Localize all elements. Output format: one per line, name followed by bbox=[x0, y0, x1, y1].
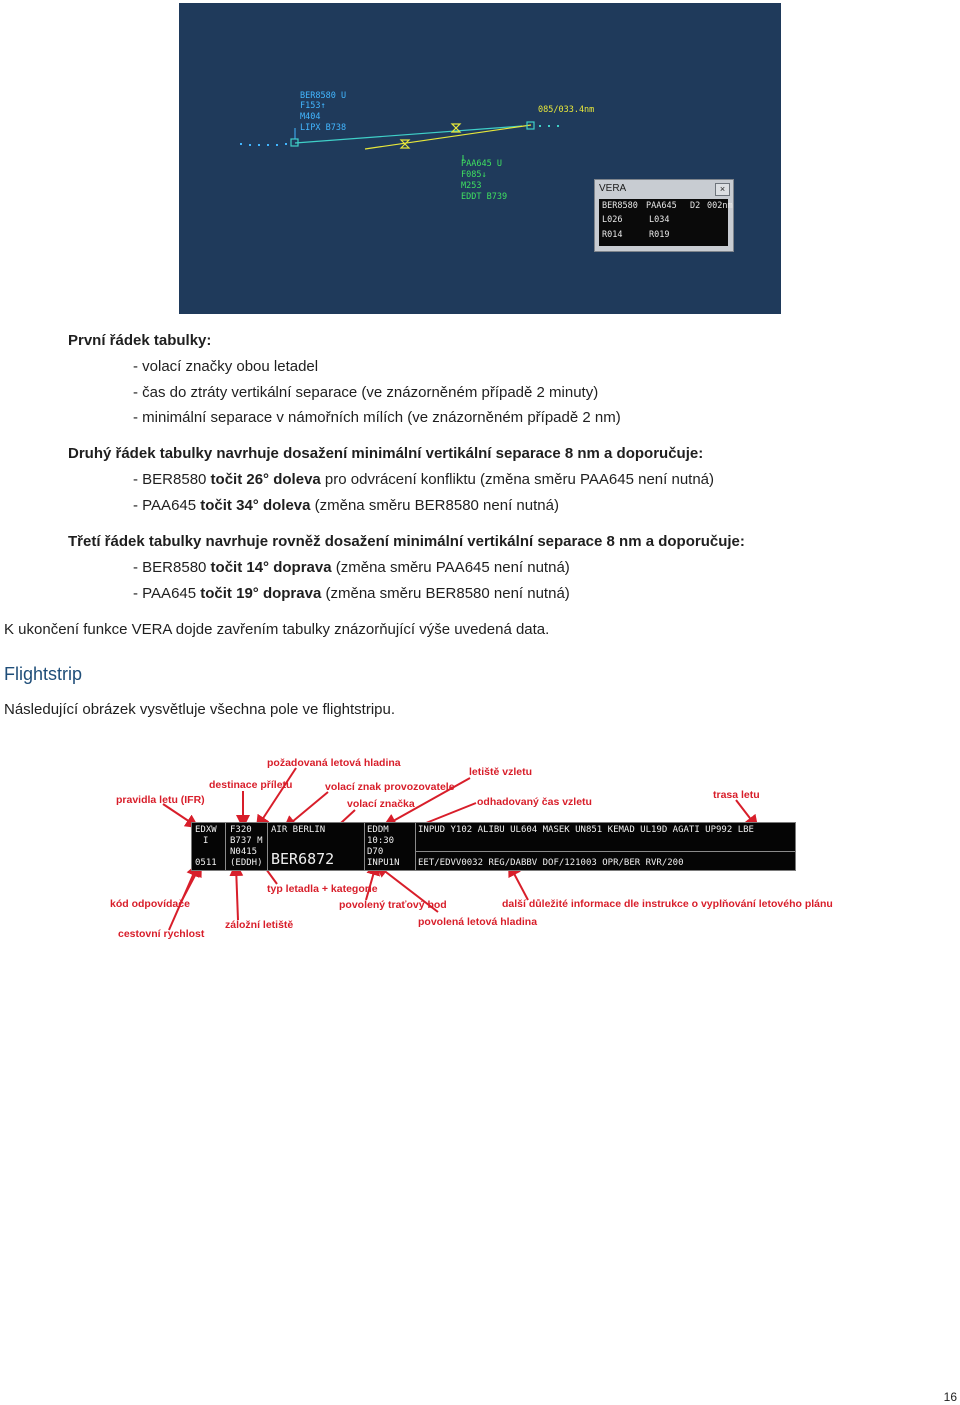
strip-ifr: I bbox=[203, 836, 209, 846]
label-departure-airport: letiště vzletu bbox=[469, 766, 533, 778]
strip-operator: AIR BERLIN bbox=[271, 825, 326, 835]
label-cfl: povolená letová hladina bbox=[418, 916, 538, 928]
label-requested-flight-level: požadovaná letová hladina bbox=[267, 757, 401, 769]
vera-cell: 002nm bbox=[707, 201, 733, 211]
distance-label: 085/033.4nm bbox=[538, 105, 595, 115]
list-item: - čas do ztráty vertikální separace (ve znázorněném případě 2 minuty) bbox=[133, 384, 599, 401]
vera-cell: R014 bbox=[602, 230, 623, 240]
ber-label-line-1: BER8580 U bbox=[300, 91, 347, 101]
strip-rfl: F320 bbox=[230, 825, 252, 835]
strip-cop: INPU1N bbox=[367, 858, 400, 868]
label-eobt: odhadovaný čas vzletu bbox=[477, 796, 592, 808]
closing-paragraph: K ukončení funkce VERA dojde zavřením tabulky znázorňující výše uvedená data. bbox=[4, 621, 550, 638]
strip-route: INPUD Y102 ALIBU UL604 MASEK UN851 KEMAD UL19D AGATI UP992 LBE bbox=[418, 825, 754, 835]
label-cop: povolený traťový bod bbox=[339, 899, 447, 911]
section-heading: Flightstrip bbox=[4, 664, 83, 684]
ber-label-line-3: M404 bbox=[300, 112, 321, 122]
strip-aircraft-type: B737 M bbox=[230, 836, 263, 846]
close-icon[interactable]: × bbox=[715, 183, 730, 196]
strip-ssr-code: 0511 bbox=[195, 858, 217, 868]
strip-callsign: BER6872 bbox=[271, 850, 335, 868]
label-tas: cestovní rychlost bbox=[118, 928, 205, 940]
heading-second-row: Druhý řádek tabulky navrhuje dosažení minimální vertikální separace 8 nm a doporučuje: bbox=[68, 445, 704, 462]
strip-tas: N0415 bbox=[230, 847, 258, 857]
flightstrip[interactable] bbox=[191, 822, 796, 871]
page-number: 16 bbox=[943, 1390, 957, 1404]
vera-cell: BER8580 bbox=[602, 201, 638, 211]
label-destination: destinace příletu bbox=[209, 779, 293, 791]
strip-rules: EDXW bbox=[195, 825, 217, 835]
label-flight-rules: pravidla letu (IFR) bbox=[116, 794, 205, 806]
strip-destination: EDDM bbox=[367, 825, 389, 835]
label-operator-callsign: volací znak provozovatele bbox=[325, 781, 455, 793]
ber-label-line-4: LIPX B738 bbox=[300, 123, 347, 133]
vera-cell: D2 bbox=[690, 201, 701, 211]
label-route: trasa letu bbox=[713, 789, 760, 801]
heading-third-row: Třetí řádek tabulky navrhuje rovněž dosažení minimální vertikální separace 8 nm a doporučuje: bbox=[68, 533, 745, 550]
paa-label-line-4: EDDT B739 bbox=[461, 192, 508, 202]
label-callsign: volací značka bbox=[347, 798, 415, 810]
intro-paragraph: Následující obrázek vysvětluje všechna pole ve flightstripu. bbox=[4, 701, 396, 718]
paa-label-line-3: M253 bbox=[461, 181, 482, 191]
vera-cell: L034 bbox=[649, 215, 670, 225]
vera-cell: PAA645 bbox=[646, 201, 677, 211]
vera-cell: R019 bbox=[649, 230, 670, 240]
list-item: - volací značky obou letadel bbox=[133, 358, 319, 375]
strip-alternate: (EDDH) bbox=[230, 858, 263, 868]
vera-title: VERA bbox=[599, 183, 627, 194]
list-item: - PAA645 točit 19° doprava (změna směru BER8580 není nutná) bbox=[133, 585, 570, 602]
ber-label-line-2: F153↑ bbox=[300, 101, 326, 111]
paa-label-line-2: F085↓ bbox=[461, 170, 487, 180]
vera-cell: L026 bbox=[602, 215, 623, 225]
list-item: - minimální separace v námořních mílích (ve znázorněném případě 2 nm) bbox=[133, 409, 621, 426]
label-ssr-code: kód odpovídače bbox=[110, 898, 190, 910]
list-item: - PAA645 točit 34° doleva (změna směru BER8580 není nutná) bbox=[133, 497, 559, 514]
label-other-info: další důležité informace dle instrukce o vyplňování letového plánu bbox=[502, 898, 833, 910]
strip-cfl: D70 bbox=[367, 847, 384, 857]
list-item: - BER8580 točit 26° doleva pro odvrácení konfliktu (změna směru PAA645 není nutná) bbox=[133, 471, 715, 488]
heading-first-row: První řádek tabulky: bbox=[68, 332, 212, 349]
paa-label-line-1: PAA645 U bbox=[461, 159, 502, 169]
strip-other-info: EET/EDVV0032 REG/DABBV DOF/121003 OPR/BER RVR/200 bbox=[418, 858, 684, 868]
label-aircraft-type: typ letadla + kategorie bbox=[267, 883, 378, 895]
label-alternate: záložní letiště bbox=[225, 919, 294, 931]
list-item: - BER8580 točit 14° doprava (změna směru PAA645 není nutná) bbox=[133, 559, 570, 576]
strip-eobt: 10:30 bbox=[367, 836, 395, 846]
